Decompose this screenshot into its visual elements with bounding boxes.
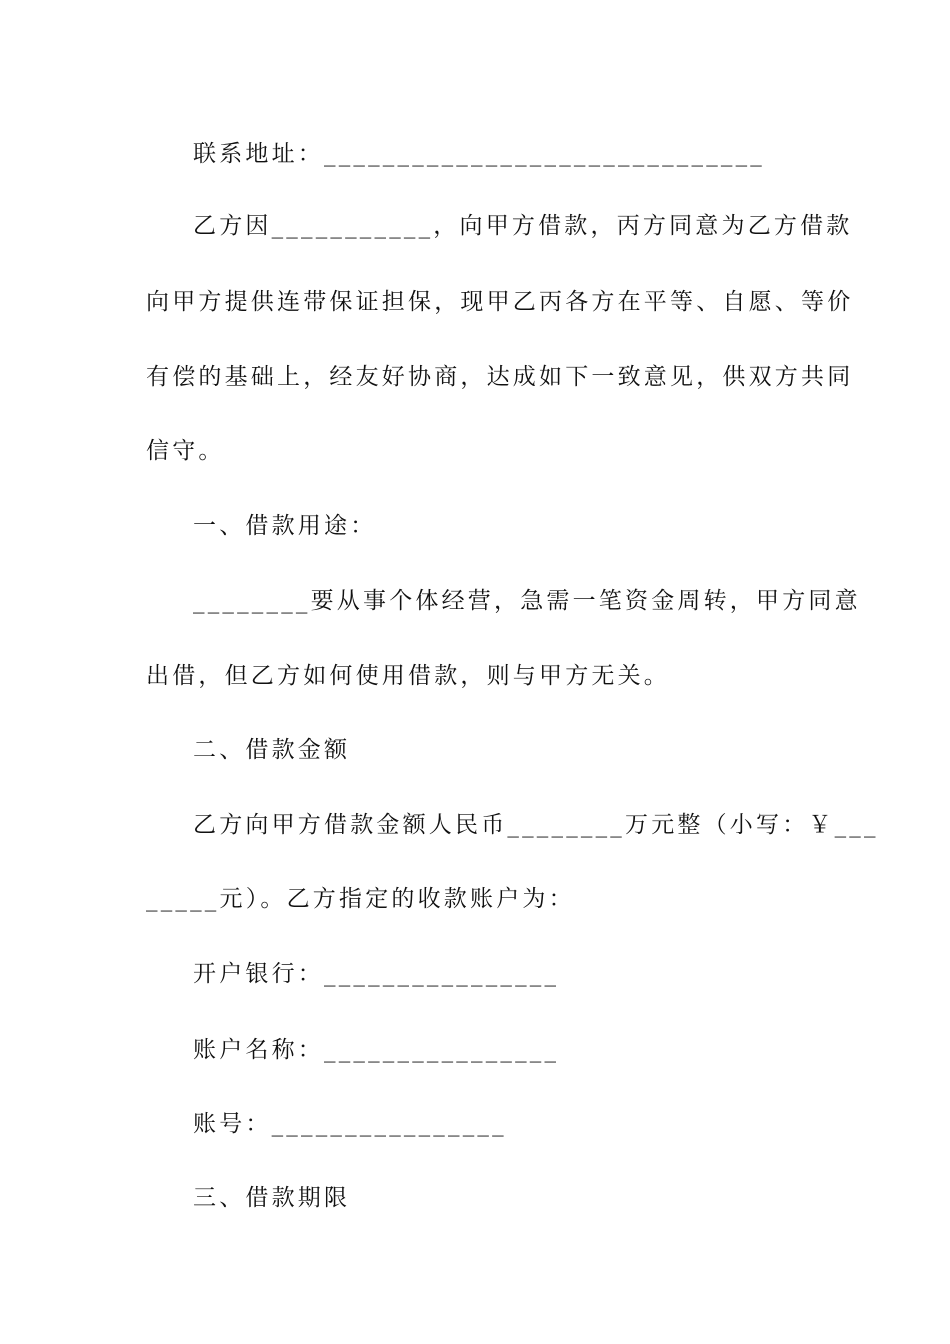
- paragraph-line: 向甲方提供连带保证担保，现甲乙丙各方在平等、自愿、等价: [146, 289, 854, 315]
- bank-name-line: 开户银行：________________: [193, 961, 560, 987]
- section-heading-amount: 二、借款金额: [193, 737, 351, 763]
- section-heading-purpose: 一、借款用途：: [193, 513, 377, 539]
- account-name-line: 账户名称：________________: [193, 1037, 560, 1063]
- paragraph-line: _____元）。乙方指定的收款账户为：: [146, 886, 575, 912]
- section-heading-term: 三、借款期限: [193, 1185, 351, 1211]
- paragraph-line: 出借，但乙方如何使用借款，则与甲方无关。: [146, 663, 670, 689]
- paragraph-line: 乙方向甲方借款金额人民币________万元整（小写：￥___: [193, 812, 879, 838]
- paragraph-line: 有偿的基础上，经友好协商，达成如下一致意见，供双方共同: [146, 364, 854, 390]
- paragraph-line: 乙方因___________，向甲方借款，丙方同意为乙方借款: [193, 213, 853, 239]
- contact-address-line: 联系地址：______________________________: [193, 141, 765, 167]
- account-number-line: 账号：________________: [193, 1111, 507, 1137]
- paragraph-line: 信守。: [146, 438, 225, 464]
- paragraph-line: ________要从事个体经营，急需一笔资金周转，甲方同意: [193, 588, 861, 614]
